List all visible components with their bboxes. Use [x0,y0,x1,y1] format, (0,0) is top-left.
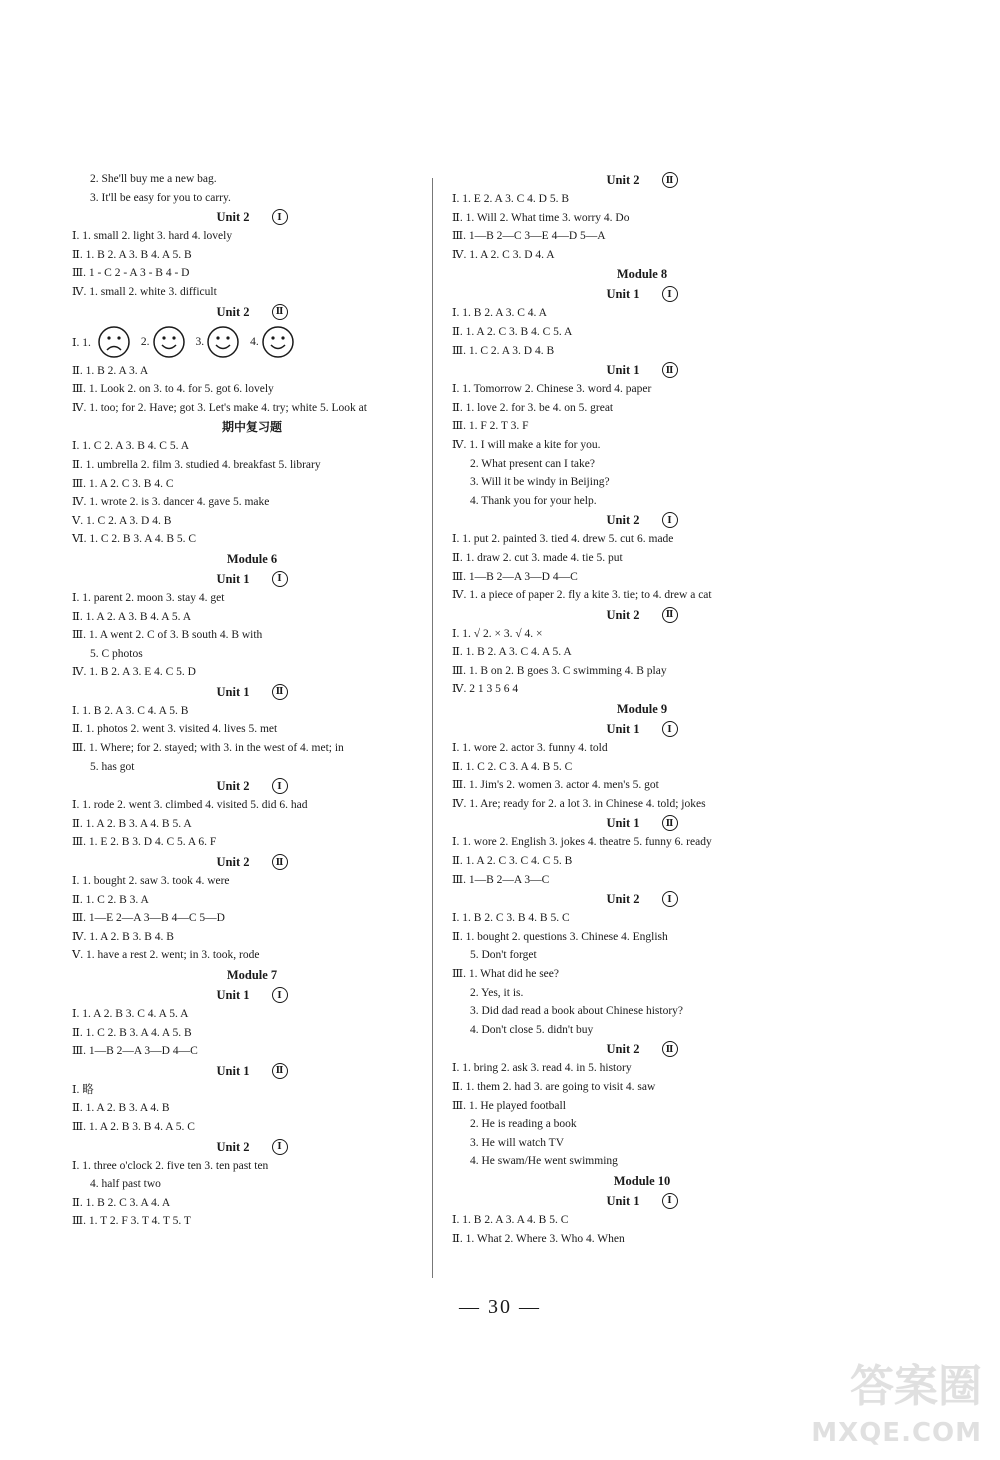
part-number-badge: Ⅱ [272,854,288,870]
answer-line: Ⅲ. 1. Jim's 2. women 3. actor 4. men's 5. got [452,779,659,792]
answer-line: Ⅲ. 1. Look 2. on 3. to 4. for 5. got 6. lovely [72,383,274,396]
section-heading [452,889,832,909]
column-divider [432,178,433,1278]
answer-line: Ⅳ. 1. Are; ready for 2. a lot 3. in Chinese 4. told; jokes [452,797,706,810]
answer-line: Ⅱ. 1. B 2. A 3. A [72,364,149,377]
section-heading-label: Unit 1 [216,1063,250,1078]
part-number-badge: Ⅱ [662,172,678,188]
answer-line: Ⅳ. 1. too; for 2. Have; got 3. Let's make 4. try; white 5. Look at [72,401,367,414]
answer-line: Ⅲ. 1—B 2—C 3—E 4—D 5—A [452,230,606,243]
answer-line: Ⅰ. 1. wore 2. English 3. jokes 4. theatre 5. funny 6. ready [452,836,712,849]
answer-line: Ⅲ. 1—B 2—A 3—D 4—C [72,1045,198,1058]
watermark-url: MXQE.COM [811,1418,982,1448]
answer-line: Ⅰ. 1. B 2. A 3. A 4. B 5. C [452,1213,569,1226]
answer-line: Ⅱ. 1. A 2. B 3. A 4. B [72,1102,170,1115]
section-heading-label: Unit 2 [216,855,250,870]
answer-line: 3. He will watch TV [470,1136,565,1149]
answer-line: Ⅳ. 1. A 2. B 3. B 4. B [72,930,174,943]
answer-line: Ⅳ. 2 1 3 5 6 4 [452,683,519,696]
answer-line: Ⅲ. 1. E 2. B 3. D 4. C 5. A 6. F [72,836,217,849]
answer-line: 2. Yes, it is. [470,986,524,999]
part-number-badge: Ⅰ [662,721,678,737]
answer-line: Ⅱ. 1. Will 2. What time 3. worry 4. Do [452,211,630,224]
answer-line: Ⅲ. 1—E 2—A 3—B 4—C 5—D [72,912,225,925]
smiley-face-icon [206,325,240,359]
watermark-logo-text: 答案圈 [850,1361,982,1412]
section-heading-label: 期中复习题 [221,420,282,435]
section-heading-label: Unit 1 [606,363,640,378]
section-heading-label: Unit 2 [606,892,640,907]
answer-line: Ⅱ. 1. C 2. B 3. A [72,893,149,906]
answer-line: Ⅱ. 1. bought 2. questions 3. Chinese 4. English [452,930,668,943]
section-heading-label: Unit 2 [216,210,250,225]
answer-line: Ⅱ. 1. B 2. A 3. B 4. A 5. B [72,248,192,261]
section-heading [452,1171,832,1191]
answer-line: Ⅱ. 1. A 2. B 3. A 4. B 5. A [72,817,192,830]
answer-line: 3. Will it be windy in Beijing? [470,476,610,489]
answer-line: Ⅳ. 1. B 2. A 3. E 4. C 5. D [72,666,196,679]
answer-line: Ⅱ. 1. What 2. Where 3. Who 4. When [452,1232,625,1245]
section-heading [72,549,432,569]
section-heading [452,1039,832,1059]
answer-line: Ⅰ. 1. small 2. light 3. hard 4. lovely [72,230,233,243]
section-heading-label: Unit 1 [216,684,250,699]
answer-line: Ⅵ. 1. C 2. B 3. A 4. B 5. C [72,533,197,546]
answer-line: Ⅳ. 1. I will make a kite for you. [452,438,601,451]
right-answer-column [452,170,832,1248]
answer-line: Ⅰ. 1. B 2. A 3. C 4. A [452,307,547,320]
answer-line: Ⅰ. 1. A 2. B 3. C 4. A 5. A [72,1008,189,1020]
section-heading-label: Module 6 [226,551,278,566]
part-number-badge: Ⅰ [662,512,678,528]
section-heading [72,1061,432,1081]
answer-line: Ⅲ. 1. T 2. F 3. T 4. T 5. T [72,1215,191,1228]
section-heading [452,605,832,625]
section-heading-label: Module 8 [616,267,668,282]
answer-line: Ⅱ. 1. photos 2. went 3. visited 4. lives 5. met [72,723,278,736]
answer-line: Ⅱ. 1. A 2. C 3. B 4. C 5. A [452,325,573,338]
section-heading [452,360,832,380]
section-heading [72,207,432,227]
answer-line: Ⅰ. 1. parent 2. moon 3. stay 4. get [72,591,225,604]
answer-line: Ⅱ. 1. B 2. C 3. A 4. A [72,1196,171,1209]
answer-line: 5. Don't forget [470,949,537,962]
part-number-badge: Ⅱ [272,1063,288,1079]
face-item [95,325,131,359]
answer-line: 3. Did dad read a book about Chinese history? [470,1005,684,1018]
part-number-badge: Ⅱ [662,362,678,378]
part-number-badge: Ⅱ [272,684,288,700]
section-heading-label: Module 10 [613,1173,671,1188]
answer-line: Ⅰ. 1. bought 2. saw 3. took 4. were [72,875,230,888]
section-heading-label: Unit 1 [606,722,640,737]
answer-line: 3. It'll be easy for you to carry. [90,191,231,204]
answer-line: Ⅲ. 1—B 2—A 3—D 4—C [452,570,578,583]
answer-line: Ⅰ. 1. rode 2. went 3. climbed 4. visited 5. did 6. had [72,799,308,812]
section-heading-label: Module 9 [616,702,668,717]
section-heading-label: Unit 2 [216,779,250,794]
section-heading-label: Unit 1 [606,1193,640,1208]
part-number-badge: Ⅰ [272,1139,288,1155]
answer-line: Ⅱ. 1. C 2. B 3. A 4. A 5. B [72,1026,192,1039]
answer-line: Ⅲ. 1. B on 2. B goes 3. C swimming 4. B play [452,664,667,677]
answer-line: Ⅲ. 1. A went 2. C of 3. B south 4. B with [72,629,263,642]
answer-line: Ⅱ. 1. love 2. for 3. be 4. on 5. great [452,401,614,414]
face-line-prefix: Ⅰ. 1. [72,336,91,349]
face-item-number: 2. [140,335,150,348]
answer-line: 2. He is reading a book [470,1118,577,1131]
answer-line: Ⅰ. 1. three o'clock 2. five ten 3. ten past ten [72,1159,269,1172]
section-heading-label: Unit 1 [216,571,250,586]
part-number-badge: Ⅱ [662,607,678,623]
answer-line: Ⅱ. 1. A 2. C 3. C 4. C 5. B [452,855,573,868]
answer-line: Ⅱ. 1. C 2. C 3. A 4. B 5. C [452,760,573,773]
section-heading-label: Unit 2 [606,513,640,528]
section-heading [72,776,432,796]
answer-line: Ⅲ. 1. F 2. T 3. F [452,420,529,433]
answer-line: Ⅰ. 1. bring 2. ask 3. read 4. in 5. history [452,1062,632,1075]
smiley-face-icon [152,325,186,359]
part-number-badge: Ⅱ [272,304,288,320]
answer-line: Ⅲ. 1. A 2. C 3. B 4. C [72,477,174,490]
answer-line: Ⅲ. 1 - C 2 - A 3 - B 4 - D [72,267,190,280]
face-item-number: 3. [195,335,205,348]
section-heading-label: Unit 1 [216,988,250,1002]
section-heading [452,699,832,719]
section-heading-label: Unit 2 [216,304,250,319]
part-number-badge: Ⅰ [662,1193,678,1209]
answer-line: 5. C photos [90,647,143,660]
face-answer-line [72,322,432,362]
answer-line: Ⅰ. 1. B 2. C 3. B 4. B 5. C [452,912,570,925]
section-heading-label: Unit 1 [606,816,640,831]
section-heading [452,284,832,304]
answer-line: Ⅱ. 1. them 2. had 3. are going to visit 4. saw [452,1080,656,1093]
part-number-badge: Ⅰ [272,987,288,1003]
answer-line: Ⅱ. 1. umbrella 2. film 3. studied 4. breakfast 5. library [72,458,321,471]
answer-line: Ⅱ. 1. B 2. A 3. C 4. A 5. A [452,646,572,659]
face-item-number: 4. [250,335,259,348]
answer-line: Ⅲ. 1. He played football [452,1099,566,1112]
section-heading-label: Module 7 [226,968,278,982]
answer-line: Ⅰ. 1. put 2. painted 3. tied 4. drew 5. cut 6. made [452,533,674,546]
answer-line: Ⅳ. 1. a piece of paper 2. fly a kite 3. tie; to 4. drew a cat [452,589,712,602]
section-heading [72,569,432,589]
sad-face-icon [97,325,131,359]
section-heading-label: Unit 2 [606,1042,640,1057]
answer-line: Ⅰ. 1. Tomorrow 2. Chinese 3. word 4. paper [452,383,652,396]
section-heading [452,813,832,833]
face-item [196,325,241,359]
smiley-face-icon [261,325,295,359]
answer-line: Ⅲ. 1—B 2—A 3—C [452,873,550,886]
section-heading [452,264,832,284]
answer-line: Ⅴ. 1. have a rest 2. went; in 3. took, rode [72,949,260,962]
answer-line: Ⅲ. 1. A 2. B 3. B 4. A 5. C [72,1120,195,1133]
section-heading-label: Unit 2 [606,173,640,187]
page-number: — 30 — [459,1296,541,1318]
section-heading [72,965,432,985]
part-number-badge: Ⅱ [662,815,678,831]
section-heading [452,170,832,190]
part-number-badge: Ⅰ [662,891,678,907]
answer-line: Ⅲ. 1. C 2. A 3. D 4. B [452,344,555,357]
part-number-badge: Ⅰ [272,571,288,587]
answer-line: Ⅳ. 1. A 2. C 3. D 4. A [452,248,555,261]
section-heading [72,417,432,437]
left-answer-column [72,170,432,1231]
answer-line: Ⅲ. 1. Where; for 2. stayed; with 3. in the west of 4. met; in [72,742,344,755]
section-heading-label: Unit 1 [606,287,640,302]
answer-line: 4. half past two [90,1178,161,1191]
answer-line: Ⅴ. 1. C 2. A 3. D 4. B [72,514,172,527]
answer-line: 4. He swam/He went swimming [470,1155,618,1168]
answer-line: Ⅲ. 1. What did he see? [452,968,559,980]
face-item [250,325,295,359]
section-heading [72,682,432,702]
answer-line: Ⅳ. 1. wrote 2. is 3. dancer 4. gave 5. make [72,496,270,509]
answer-line: Ⅱ. 1. A 2. A 3. B 4. A 5. A [72,610,192,623]
section-heading-label: Unit 2 [606,607,640,622]
answer-line: 2. She'll buy me a new bag. [90,173,217,185]
section-heading [72,302,432,322]
answer-line: 2. What present can I take? [470,457,595,470]
answer-line: 5. has got [90,760,135,773]
answer-line: Ⅰ. 1. wore 2. actor 3. funny 4. told [452,742,608,755]
answer-line: Ⅱ. 1. draw 2. cut 3. made 4. tie 5. put [452,551,623,564]
answer-line: 4. Don't close 5. didn't buy [470,1023,594,1036]
section-heading [452,719,832,739]
section-heading [72,852,432,872]
part-number-badge: Ⅰ [272,209,288,225]
answer-line: Ⅰ. 1. B 2. A 3. C 4. A 5. B [72,704,189,717]
answer-line: Ⅰ. 略 [72,1083,94,1096]
part-number-badge: Ⅰ [662,286,678,302]
section-heading-label: Unit 2 [216,1139,250,1154]
face-item [141,325,186,359]
section-heading [452,1191,832,1211]
site-watermark [797,1350,982,1448]
section-heading [72,985,432,1005]
section-heading [72,1137,432,1157]
answer-line: Ⅳ. 1. small 2. white 3. difficult [72,285,217,298]
part-number-badge: Ⅰ [272,778,288,794]
section-heading [452,510,832,530]
answer-line: 4. Thank you for your help. [470,494,597,507]
answer-line: Ⅰ. 1. C 2. A 3. B 4. C 5. A [72,440,190,453]
answer-line: Ⅰ. 1. E 2. A 3. C 4. D 5. B [452,193,569,205]
answer-line: Ⅰ. 1. √ 2. × 3. √ 4. × [452,627,543,640]
part-number-badge: Ⅱ [662,1041,678,1057]
